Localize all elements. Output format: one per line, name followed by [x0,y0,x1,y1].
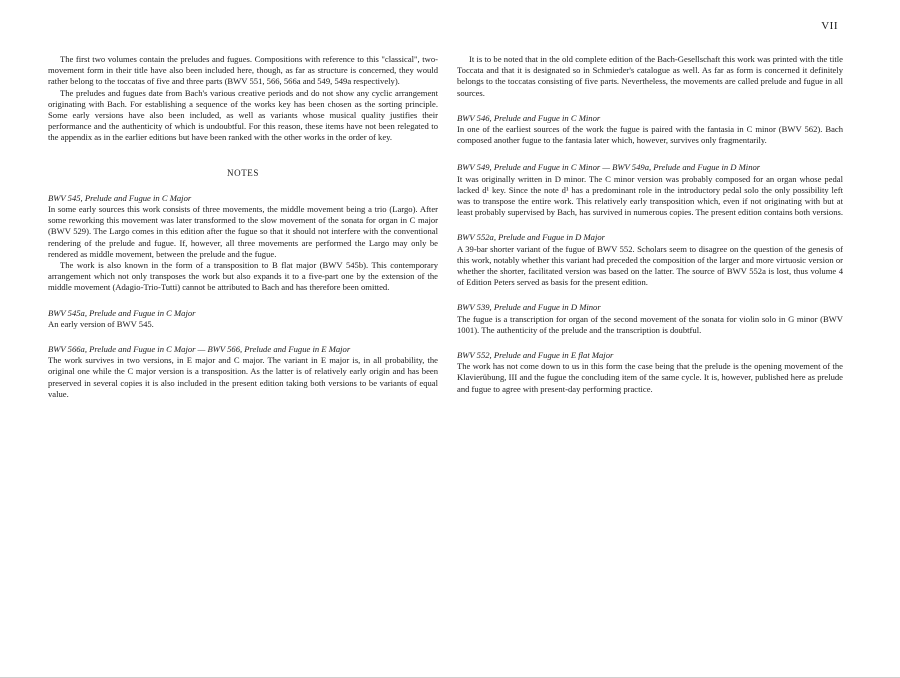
bwv545-paragraph-1: In some early sources this work consists of three movements, the middle movement being a trio (Largo). After some reworking this movement was later transformed to the slow movement of the sonata for organ in C major (BWV 529). The Largo comes in this edition after the fugue so that it should not interfere with the conventional rendering of the prelude and fugue. If, however, all three movements are performed the Largo may only be rendered as middle movement, between the prelude and the fugue. [48,204,438,259]
intro-paragraph-2: The preludes and fugues date from Bach's various creative periods and do not show any cyclic arrangement originating with Bach. For establishing a sequence of the works key has been chosen as the sorting principle. Some early versions have also been included, as well as variants whose musical quality justifies their performance and the authenticity of which is undoubtful. For this reason, these items have not been relegated to the appendix as in the earlier editions but have been ranked with the other works in the order of key. [48,87,438,143]
bwv545a-paragraph: An early version of BWV 545. [48,318,154,329]
bwv552-title: BWV 552, Prelude and Fugue in E flat Major [457,350,614,361]
bwv552a-paragraph: A 39-bar shorter variant of the fugue of BWV 552. Scholars seem to disagree on the question of the genesis of this work, notably whether this variant had preceded the composition of the larger and more virtuosic version or whether the shorter, facilitated version was based on the latter. The source of BWV 552a is lost, thus volume 4 of Edition Peters served as basis for the present edition. [457,243,843,288]
bwv549-paragraph: It was originally written in D minor. The C minor version was probably composed for an organ whose pedal lacked d¹ key. Since the note d¹ has a predominant role in the introductory pedal solo the only possibility left was to transpose the entire work. This relatively early transposition which, even if not originating with but at least probably supervised by Bach, has survived in numerous copies. The present edition contains both versions. [457,173,844,218]
bwv546-title: BWV 546, Prelude and Fugue in C Minor [457,112,601,123]
bwv545-title: BWV 545, Prelude and Fugue in C Major [48,192,192,203]
right-intro-paragraph: It is to be noted that in the old complete edition of the Bach-Gesellschaft this work was printed with the title Toccata and that it is designated so in Schmieder's catalogue as well. As far as form is concerned it definitely belongs to the toccatas consisting of five parts. Nevertheless, the movements are called prelude and fugue in all sources. [457,54,843,98]
page-number: VII [821,20,838,32]
bwv549-title: BWV 549, Prelude and Fugue in C Minor — BWV 549a, Prelude and Fugue in D Minor [457,162,761,173]
bwv552a-title: BWV 552a, Prelude and Fugue in D Major [457,232,605,243]
bwv546-paragraph: In one of the earliest sources of the work the fugue is paired with the fantasia in C minor (BWV 562). Bach composed another fugue to the fantasia later which, however, survives only fragmentarily. [457,124,843,146]
left-column [48,54,438,400]
bwv552-paragraph: The work has not come down to us in this form the case being that the prelude is the opening movement of the Klavierübung, III and the fugue the concluding item of the same cycle. It is, however, published here as prelude and fugue to agree with present-day performing practice. [457,361,843,394]
bwv545a-title: BWV 545a, Prelude and Fugue in C Major [48,307,196,318]
bwv539-paragraph: The fugue is a transcription for organ of the second movement of the sonata for violin solo in G minor (BWV 1001). The authenticity of the prelude and the transcription is doubtful. [457,313,843,335]
bwv566a-paragraph: The work survives in two versions, in E major and C major. The variant in E major is, in all probability, the original one while the C major version is a transposition. As the latter is of relatively early origin and has been preserved in several copies it is also included in the present edition taking both versions to be variants of equal value. [48,355,438,399]
notes-heading: NOTES [227,167,259,178]
intro-paragraph-1: The first two volumes contain the preludes and fugues. Compositions with reference to this "classical", two-movement form in their title have also been included here, though, as far as structure is concerned, they would rather belong to the toccatas of five and three parts (BWV 551, 566, 566a and 549, 549a respectively). [48,54,438,87]
bwv539-title: BWV 539, Prelude and Fugue in D Minor [457,302,601,313]
bwv545-paragraph-2: The work is also known in the form of a transposition to B flat major (BWV 545b). This contemporary arrangement which not only transposes the work but also expands it to a five-part one by the extension of the middle movement (Adagio-Trio-Tutti) cannot be attributed to Bach and has therefore been omitted. [48,260,438,293]
right-column [457,54,843,395]
bwv566a-title: BWV 566a, Prelude and Fugue in C Major — BWV 566, Prelude and Fugue in E Major [48,344,351,355]
